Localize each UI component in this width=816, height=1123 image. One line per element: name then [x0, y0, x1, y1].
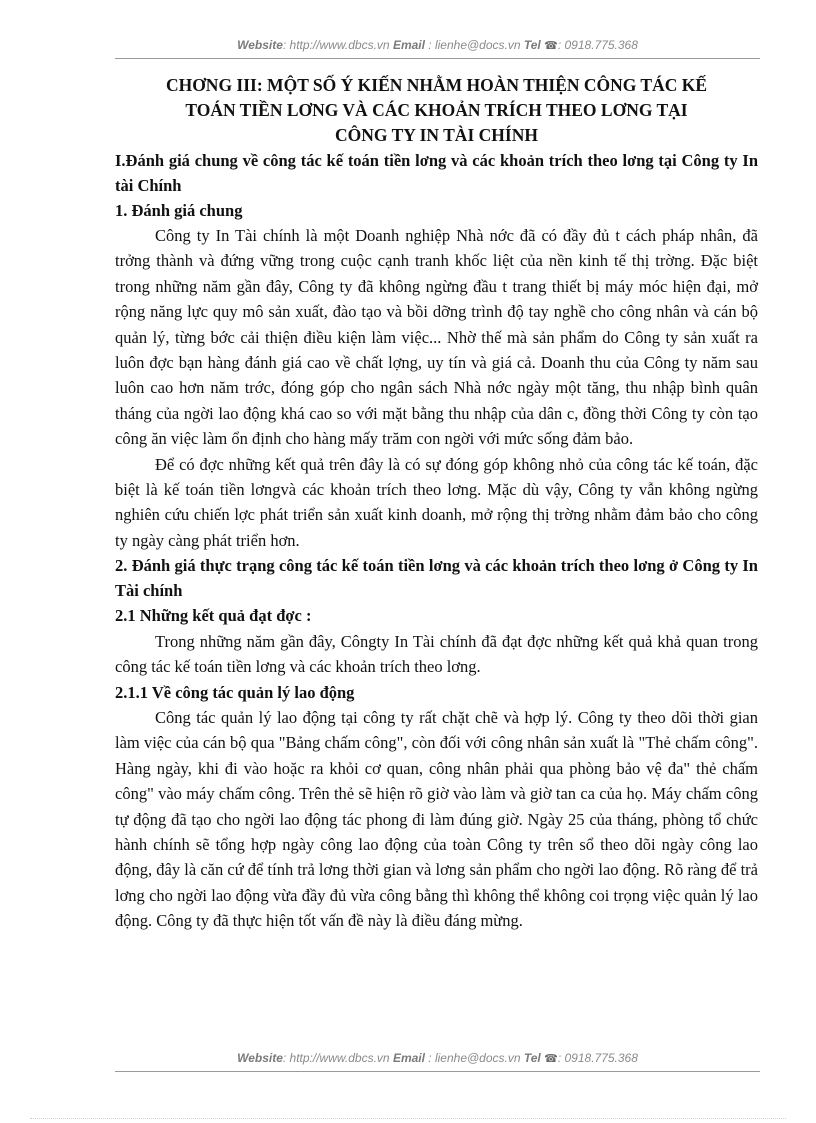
chapter-title-line-3: CÔNG TY IN TÀI CHÍNH [335, 125, 538, 145]
header-tel-label: Tel [523, 38, 541, 52]
header-website-label: Website [237, 38, 283, 52]
header-tel-value: : 0918.775.368 [557, 38, 638, 52]
footer-tel-value: : 0918.775.368 [557, 1051, 638, 1065]
header-email-label: Email [392, 38, 425, 52]
footer-email-label: Email [392, 1051, 425, 1065]
paragraph-4: Công tác quản lý lao động tại công ty rất chặt chẽ và hợp lý. Công ty theo dõi thời gian làm việc của cán bộ qua "Bảng chấm công", còn đối với công nhân sản xuất là "Thẻ chấm công". Hàng ngày, khi đi vào hoặc ra khỏi cơ quan, công nhân phải qua phòng bảo vệ đa" thẻ chấm công" vào máy chấm công. Trên thẻ sẽ hiện rõ giờ vào làm và giờ tan ca của họ. Máy chấm công tự động đã tạo cho ngời lao động tác phong đi làm đúng giờ. Ngày 25 của tháng, phòng tổ chức hành chính sẽ tổng hợp ngày công lao động của toàn Công ty trên sổ theo dõi ngày công lao động, đây là căn cứ để tính trả lơng thời gian và lơng sản phẩm cho ngời lao động. Rõ ràng để trả lơng cho ngời lao động vừa đầy đủ vừa công bằng thì không thể không coi trọng việc quản lý lao động. Công ty đã thực hiện tốt vấn đề này là điều đáng mừng. [115, 707, 758, 931]
chapter-title [115, 73, 758, 148]
document-body [115, 73, 758, 934]
phone-icon: ☎ [544, 40, 558, 52]
header-email-value[interactable]: : lienhe@docs.vn [428, 38, 521, 52]
footer-email-value[interactable]: : lienhe@docs.vn [428, 1051, 521, 1065]
chapter-title-line-2: TOÁN TIỀN LƠNG VÀ CÁC KHOẢN TRÍCH THEO LƠNG TẠI [185, 100, 688, 120]
page-edge-divider [30, 1118, 786, 1119]
section-heading-I: I.Đánh giá chung về công tác kế toán tiền lơng và các khoản trích theo lơng tại Công ty In tài Chính [115, 151, 758, 195]
footer-tel-label: Tel [523, 1051, 541, 1065]
section-heading-1: 1. Đánh giá chung [115, 201, 243, 220]
page-header [115, 38, 760, 59]
section-heading-2-1: 2.1 Những kết quả đạt đợc : [115, 606, 312, 626]
footer-website-value[interactable]: : http://www.dbcs.vn [282, 1051, 390, 1065]
chapter-title-line-1: CHƠNG III: MỘT SỐ Ý KIẾN NHẰM HOÀN THIỆN CÔNG TÁC KẾ [165, 75, 708, 95]
page-footer [115, 1051, 760, 1072]
paragraph-3: Trong những năm gần đây, Côngty In Tài chính đã đạt đợc những kết quả khả quan trong công tác kế toán tiền lơng và các khoản trích theo lơng. [115, 631, 758, 677]
paragraph-2: Để có đợc những kết quả trên đây là có sự đóng góp không nhỏ của công tác kế toán, đặc biệt là kế toán tiền lơngvà các khoản trích theo lơng. Mặc dù vậy, Công ty vẫn không ngừng nghiên cứu chiến lợc phát triển sản xuất kinh doanh, mở rộng thị trờng nhằm đảm bảo cho công ty ngày càng phát triển hơn. [115, 454, 758, 550]
section-heading-2-1-1: 2.1.1 Về công tác quản lý lao động [115, 682, 355, 702]
phone-icon: ☎ [544, 1053, 558, 1065]
footer-website-label: Website [237, 1051, 283, 1065]
section-heading-2: 2. Đánh giá thực trạng công tác kế toán tiền lơng và các khoản trích theo lơng ở Công ty In Tài chính [115, 556, 758, 601]
paragraph-1: Công ty In Tài chính là một Doanh nghiệp Nhà nớc đã có đầy đủ t cách pháp nhân, đã trởng thành và đứng vững trong cuộc cạnh tranh khốc liệt của nền kinh tế thị trờng. Đặc biệt trong những năm gần đây, Công ty đã không ngừng đầu t trang thiết bị máy móc hiện đại, mở rộng năng lực quy mô sản xuất, đào tạo và bồi dỡng trình độ tay nghề cho công nhân và cán bộ quản lý, từng bớc cải thiện điều kiện làm việc... Nhờ thế mà sản phẩm do Công ty sản xuất ra luôn đợc bạn hàng đánh giá cao về chất lợng, uy tín và giá cả. Doanh thu của Công ty năm sau luôn cao hơn năm trớc, đóng góp cho ngân sách Nhà nớc ngày một tăng, thu nhập bình quân tháng của ngời lao động khá cao so với mặt bằng thu nhập của dân c, đồng thời Công ty còn tạo công ăn việc làm ổn định cho hàng mấy trăm con ngời với mức sống đảm bảo. [115, 226, 758, 449]
header-website-value[interactable]: : http://www.dbcs.vn [282, 38, 390, 52]
